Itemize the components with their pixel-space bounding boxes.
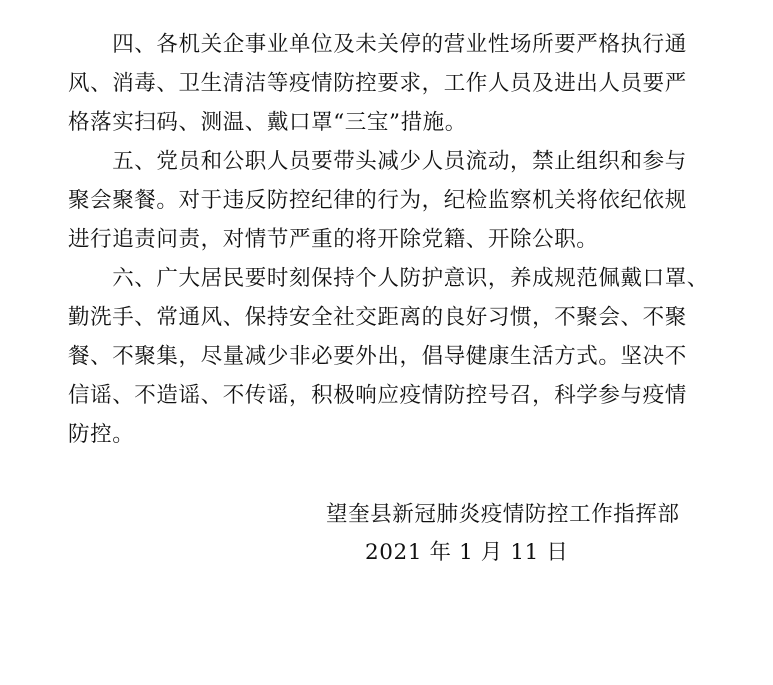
signature-date: 2021 年 1 月 11 日 [365, 540, 569, 565]
paragraph-4-line-2: 风、消毒、卫生清洁等疫情防控要求，工作人员及进出人员要严 [68, 71, 687, 96]
paragraph-5-line-3: 进行追责问责，对情节严重的将开除党籍、开除公职。 [68, 227, 599, 252]
paragraph-5-line-1: 五、党员和公职人员要带头减少人员流动，禁止组织和参与 [68, 149, 687, 174]
paragraph-5-line-2: 聚会聚餐。对于违反防控纪律的行为，纪检监察机关将依纪依规 [68, 188, 687, 213]
paragraph-6-line-1: 六、广大居民要时刻保持个人防护意识，养成规范佩戴口罩、 [68, 266, 709, 291]
paragraph-4-line-1: 四、各机关企事业单位及未关停的营业性场所要严格执行通 [68, 32, 687, 57]
paragraph-6-line-2: 勤洗手、常通风、保持安全社交距离的良好习惯，不聚会、不聚 [68, 305, 687, 330]
paragraph-4-line-3: 格落实扫码、测温、戴口罩“三宝”措施。 [68, 110, 467, 135]
paragraph-6-line-5: 防控。 [68, 422, 135, 447]
paragraph-6-line-3: 餐、不聚集，尽量减少非必要外出，倡导健康生活方式。坚决不 [68, 344, 687, 369]
signature-organization: 望奎县新冠肺炎疫情防控工作指挥部 [326, 502, 680, 527]
paragraph-6-line-4: 信谣、不造谣、不传谣，积极响应疫情防控号召，科学参与疫情 [68, 383, 687, 408]
